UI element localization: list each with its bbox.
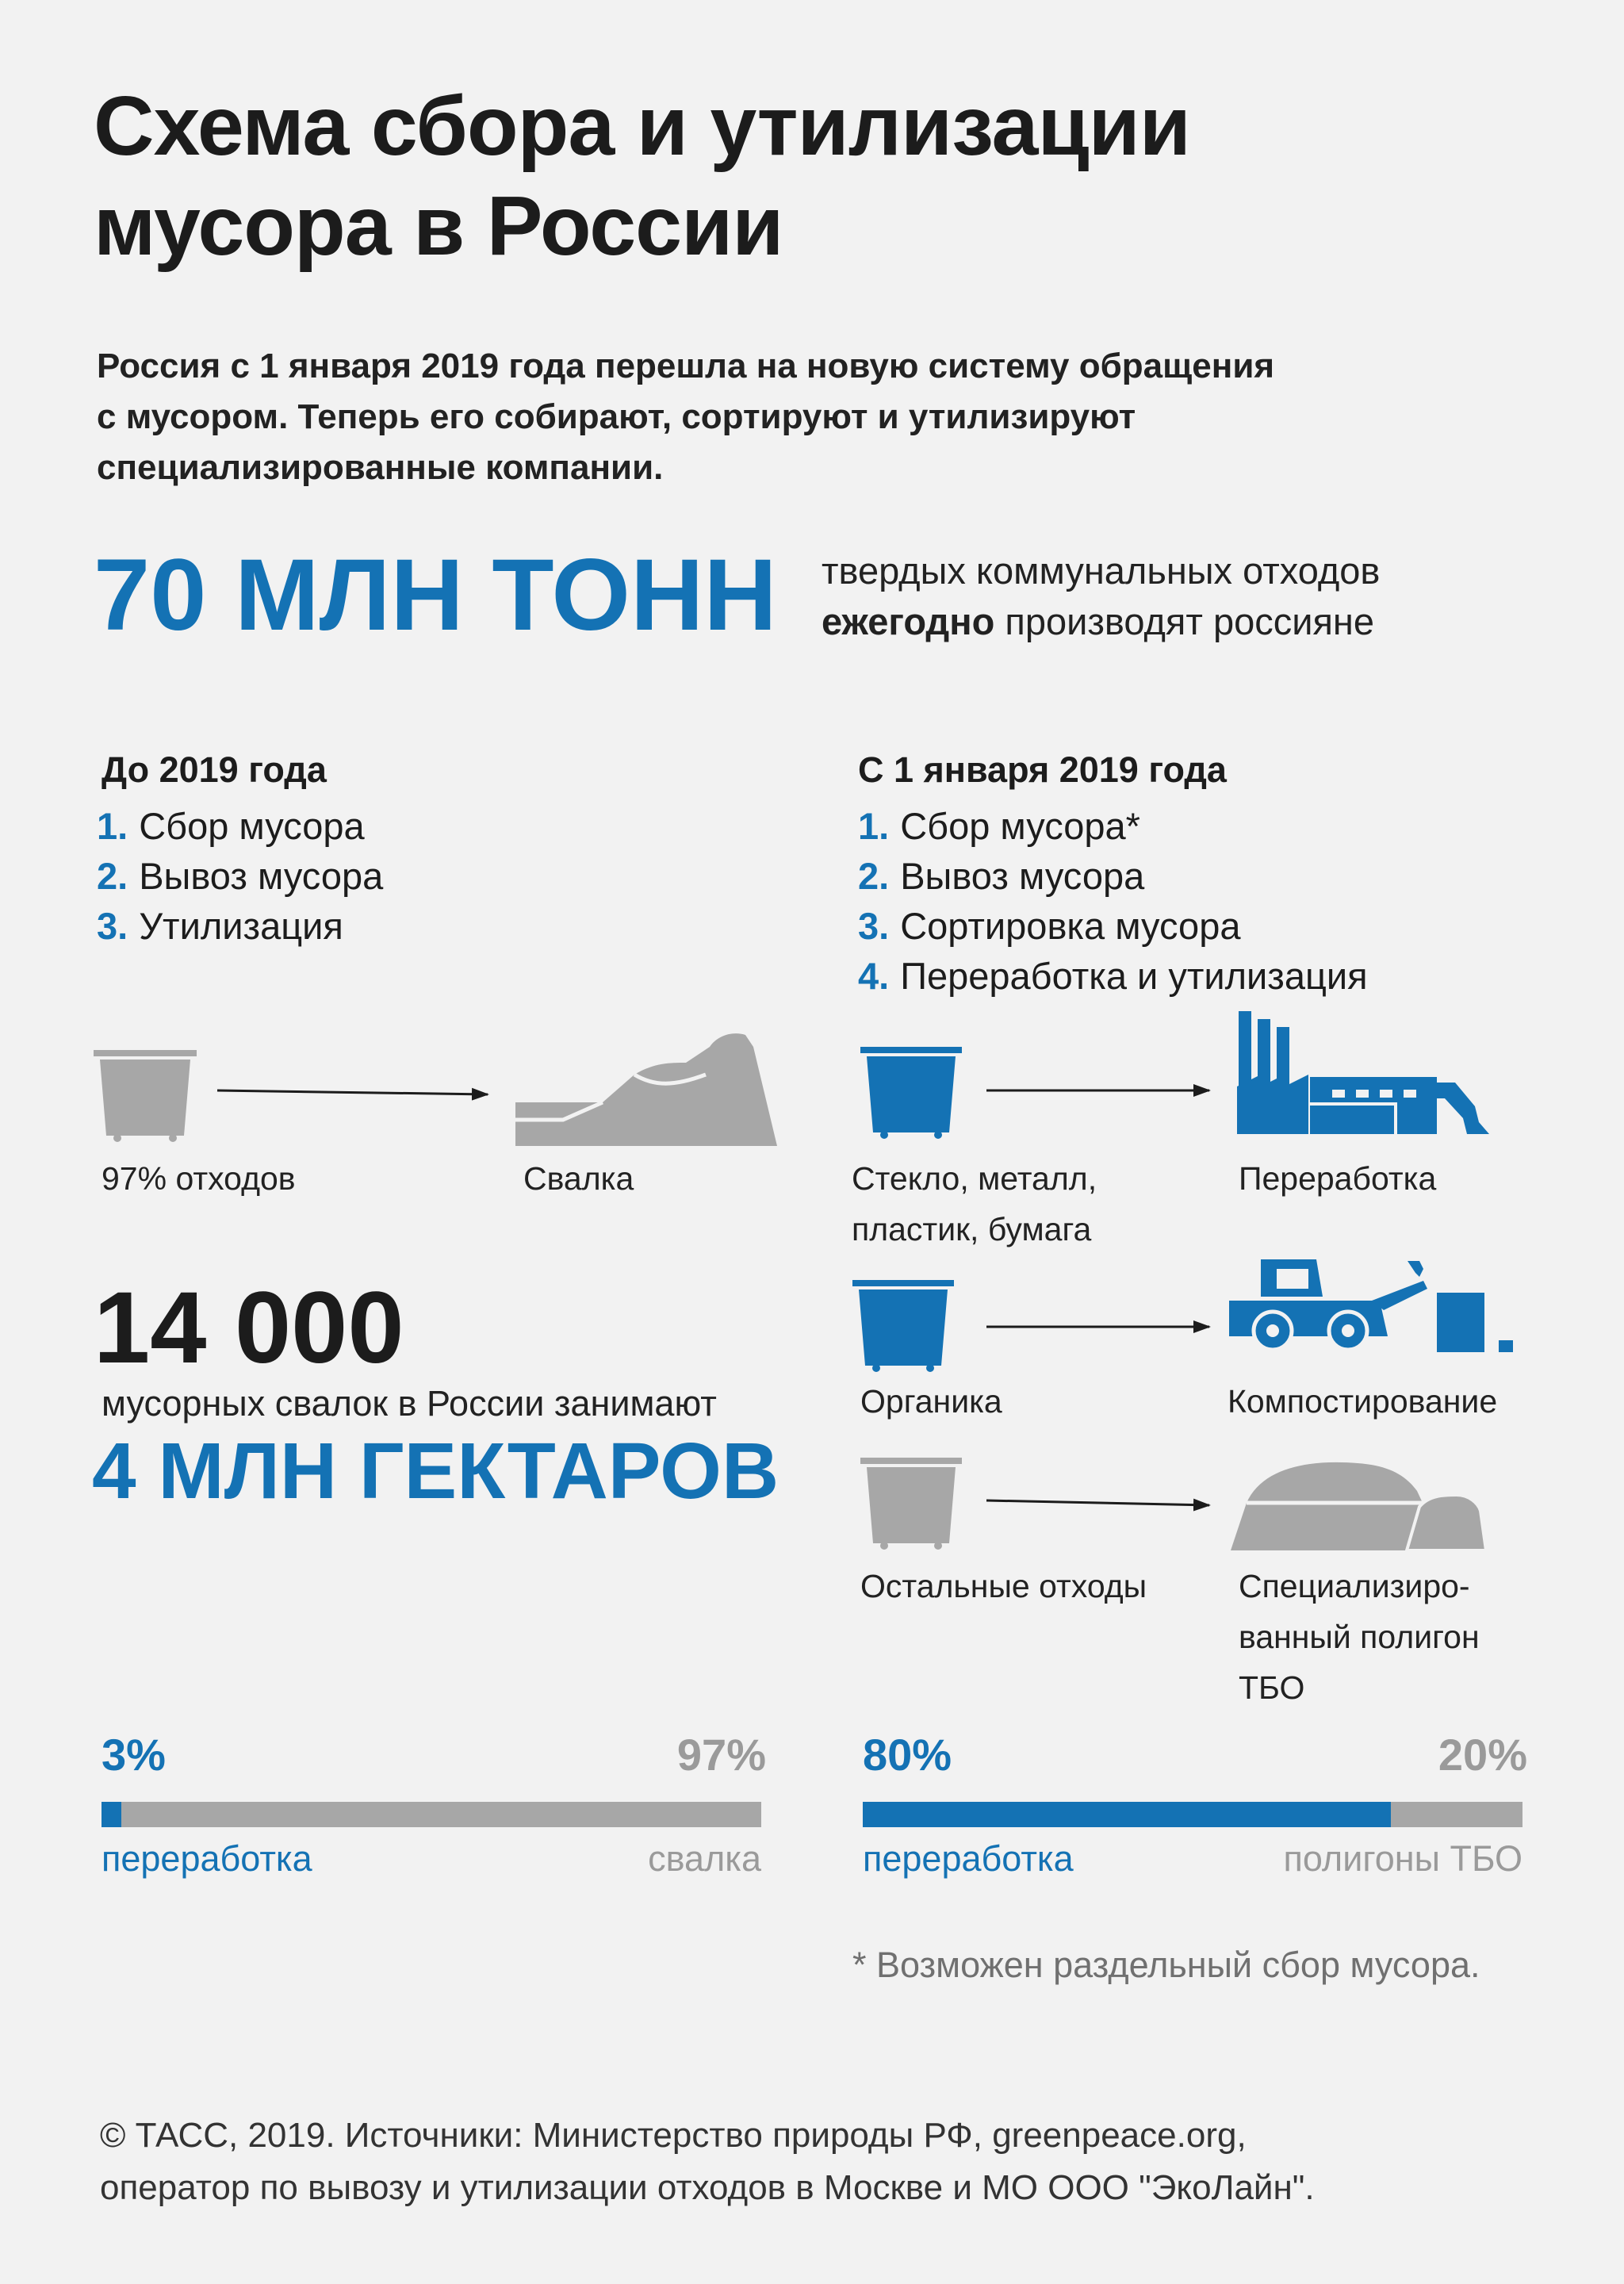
list-item xyxy=(97,851,383,901)
tons-description xyxy=(822,546,1380,647)
from-line-1: Стекло, металл, xyxy=(852,1160,1097,1197)
footer-line-2: оператор по вывозу и утилизации отходов в Москве и МО ООО "ЭкоЛайн". xyxy=(100,2168,1315,2207)
after-progress-fill xyxy=(863,1802,1391,1827)
before-progress-fill xyxy=(102,1802,121,1827)
after-left-pct: 80% xyxy=(863,1730,952,1780)
after-left-label: переработка xyxy=(863,1838,1074,1879)
step-text: Сортировка мусора xyxy=(900,905,1241,947)
tons-value: 70 МЛН ТОНН xyxy=(94,538,777,652)
tons-line-2 xyxy=(822,596,1380,647)
blue-bin-icon xyxy=(852,1278,954,1372)
arrow-icon xyxy=(983,1315,1213,1339)
after-flow-1-from xyxy=(852,1153,1097,1255)
step-number: 2. xyxy=(858,855,890,897)
arrow-icon xyxy=(983,1491,1213,1515)
footer-line-1: © ТАСС, 2019. Источники: Министерство природы РФ, greenpeace.org, xyxy=(100,2116,1247,2155)
before-steps xyxy=(97,801,383,951)
landfill-icon xyxy=(515,1031,777,1146)
before-title: До 2019 года xyxy=(102,749,327,790)
factory-icon xyxy=(1237,1007,1491,1134)
to-line-3: ТБО xyxy=(1239,1669,1305,1706)
tons-line-2-rest: производят россияне xyxy=(994,600,1375,642)
before-from-label: 97% отходов xyxy=(102,1160,296,1197)
footnote: * Возможен раздельный сбор мусора. xyxy=(852,1945,1480,1985)
landfill-polygon-icon xyxy=(1231,1459,1492,1550)
step-number: 3. xyxy=(858,905,890,947)
bulldozer-icon xyxy=(1229,1253,1522,1352)
list-item xyxy=(97,901,383,951)
arrow-icon xyxy=(983,1079,1213,1102)
before-left-label: переработка xyxy=(102,1838,312,1879)
page-title xyxy=(94,76,1521,276)
list-item xyxy=(858,901,1368,951)
step-number: 1. xyxy=(858,805,890,847)
blue-bin-icon xyxy=(860,1045,962,1139)
intro-line-3: специализированные компании. xyxy=(97,448,664,487)
step-text: Вывоз мусора xyxy=(900,855,1145,897)
after-flow-3-to xyxy=(1239,1561,1480,1713)
list-item xyxy=(858,851,1368,901)
before-to-label: Свалка xyxy=(523,1160,634,1197)
after-steps xyxy=(858,801,1368,1001)
intro-text xyxy=(97,341,1524,493)
list-item xyxy=(858,951,1368,1001)
step-text: Сбор мусора xyxy=(139,805,365,847)
step-number: 4. xyxy=(858,955,890,997)
after-flow-2-from: Органика xyxy=(860,1383,1002,1420)
tons-line-1: твердых коммунальных отходов xyxy=(822,550,1381,592)
title-line-1: Схема сбора и утилизации xyxy=(94,79,1190,173)
after-right-label: полигоны ТБО xyxy=(1283,1838,1522,1879)
before-progress-bar xyxy=(102,1802,761,1827)
landfill-count: 14 000 xyxy=(94,1271,404,1385)
landfill-area: 4 МЛН ГЕКТАРОВ xyxy=(92,1427,779,1516)
intro-line-2: с мусором. Теперь его собирают, сортируют и утилизируют xyxy=(97,397,1136,436)
after-right-pct: 20% xyxy=(1438,1730,1527,1780)
before-left-pct: 3% xyxy=(102,1730,166,1780)
from-line-2: пластик, бумага xyxy=(852,1211,1092,1247)
tons-bold-word: ежегодно xyxy=(822,600,995,642)
after-progress-bar xyxy=(863,1802,1522,1827)
before-right-label: свалка xyxy=(648,1838,761,1879)
to-line-2: ванный полигон xyxy=(1239,1619,1480,1655)
arrow-icon xyxy=(214,1079,492,1102)
step-number: 1. xyxy=(97,805,128,847)
intro-line-1: Россия с 1 января 2019 года перешла на новую систему обращения xyxy=(97,347,1275,385)
landfill-text: мусорных свалок в России занимают xyxy=(102,1383,717,1424)
step-number: 2. xyxy=(97,855,128,897)
before-right-pct: 97% xyxy=(676,1730,766,1780)
after-flow-1-to: Переработка xyxy=(1239,1160,1437,1197)
after-flow-2-to: Компостирование xyxy=(1228,1383,1498,1420)
step-text: Сбор мусора* xyxy=(900,805,1140,847)
after-title: С 1 января 2019 года xyxy=(858,749,1227,790)
title-line-2: мусора в России xyxy=(94,179,783,273)
to-line-1: Специализиро- xyxy=(1239,1568,1470,1604)
list-item xyxy=(858,801,1368,851)
step-text: Переработка и утилизация xyxy=(900,955,1368,997)
grey-bin-icon xyxy=(94,1047,197,1142)
footer-source xyxy=(100,2110,1315,2214)
step-number: 3. xyxy=(97,905,128,947)
after-flow-3-from: Остальные отходы xyxy=(860,1568,1147,1604)
grey-bin-icon xyxy=(860,1456,962,1550)
step-text: Вывоз мусора xyxy=(139,855,384,897)
list-item xyxy=(97,801,383,851)
step-text: Утилизация xyxy=(139,905,343,947)
